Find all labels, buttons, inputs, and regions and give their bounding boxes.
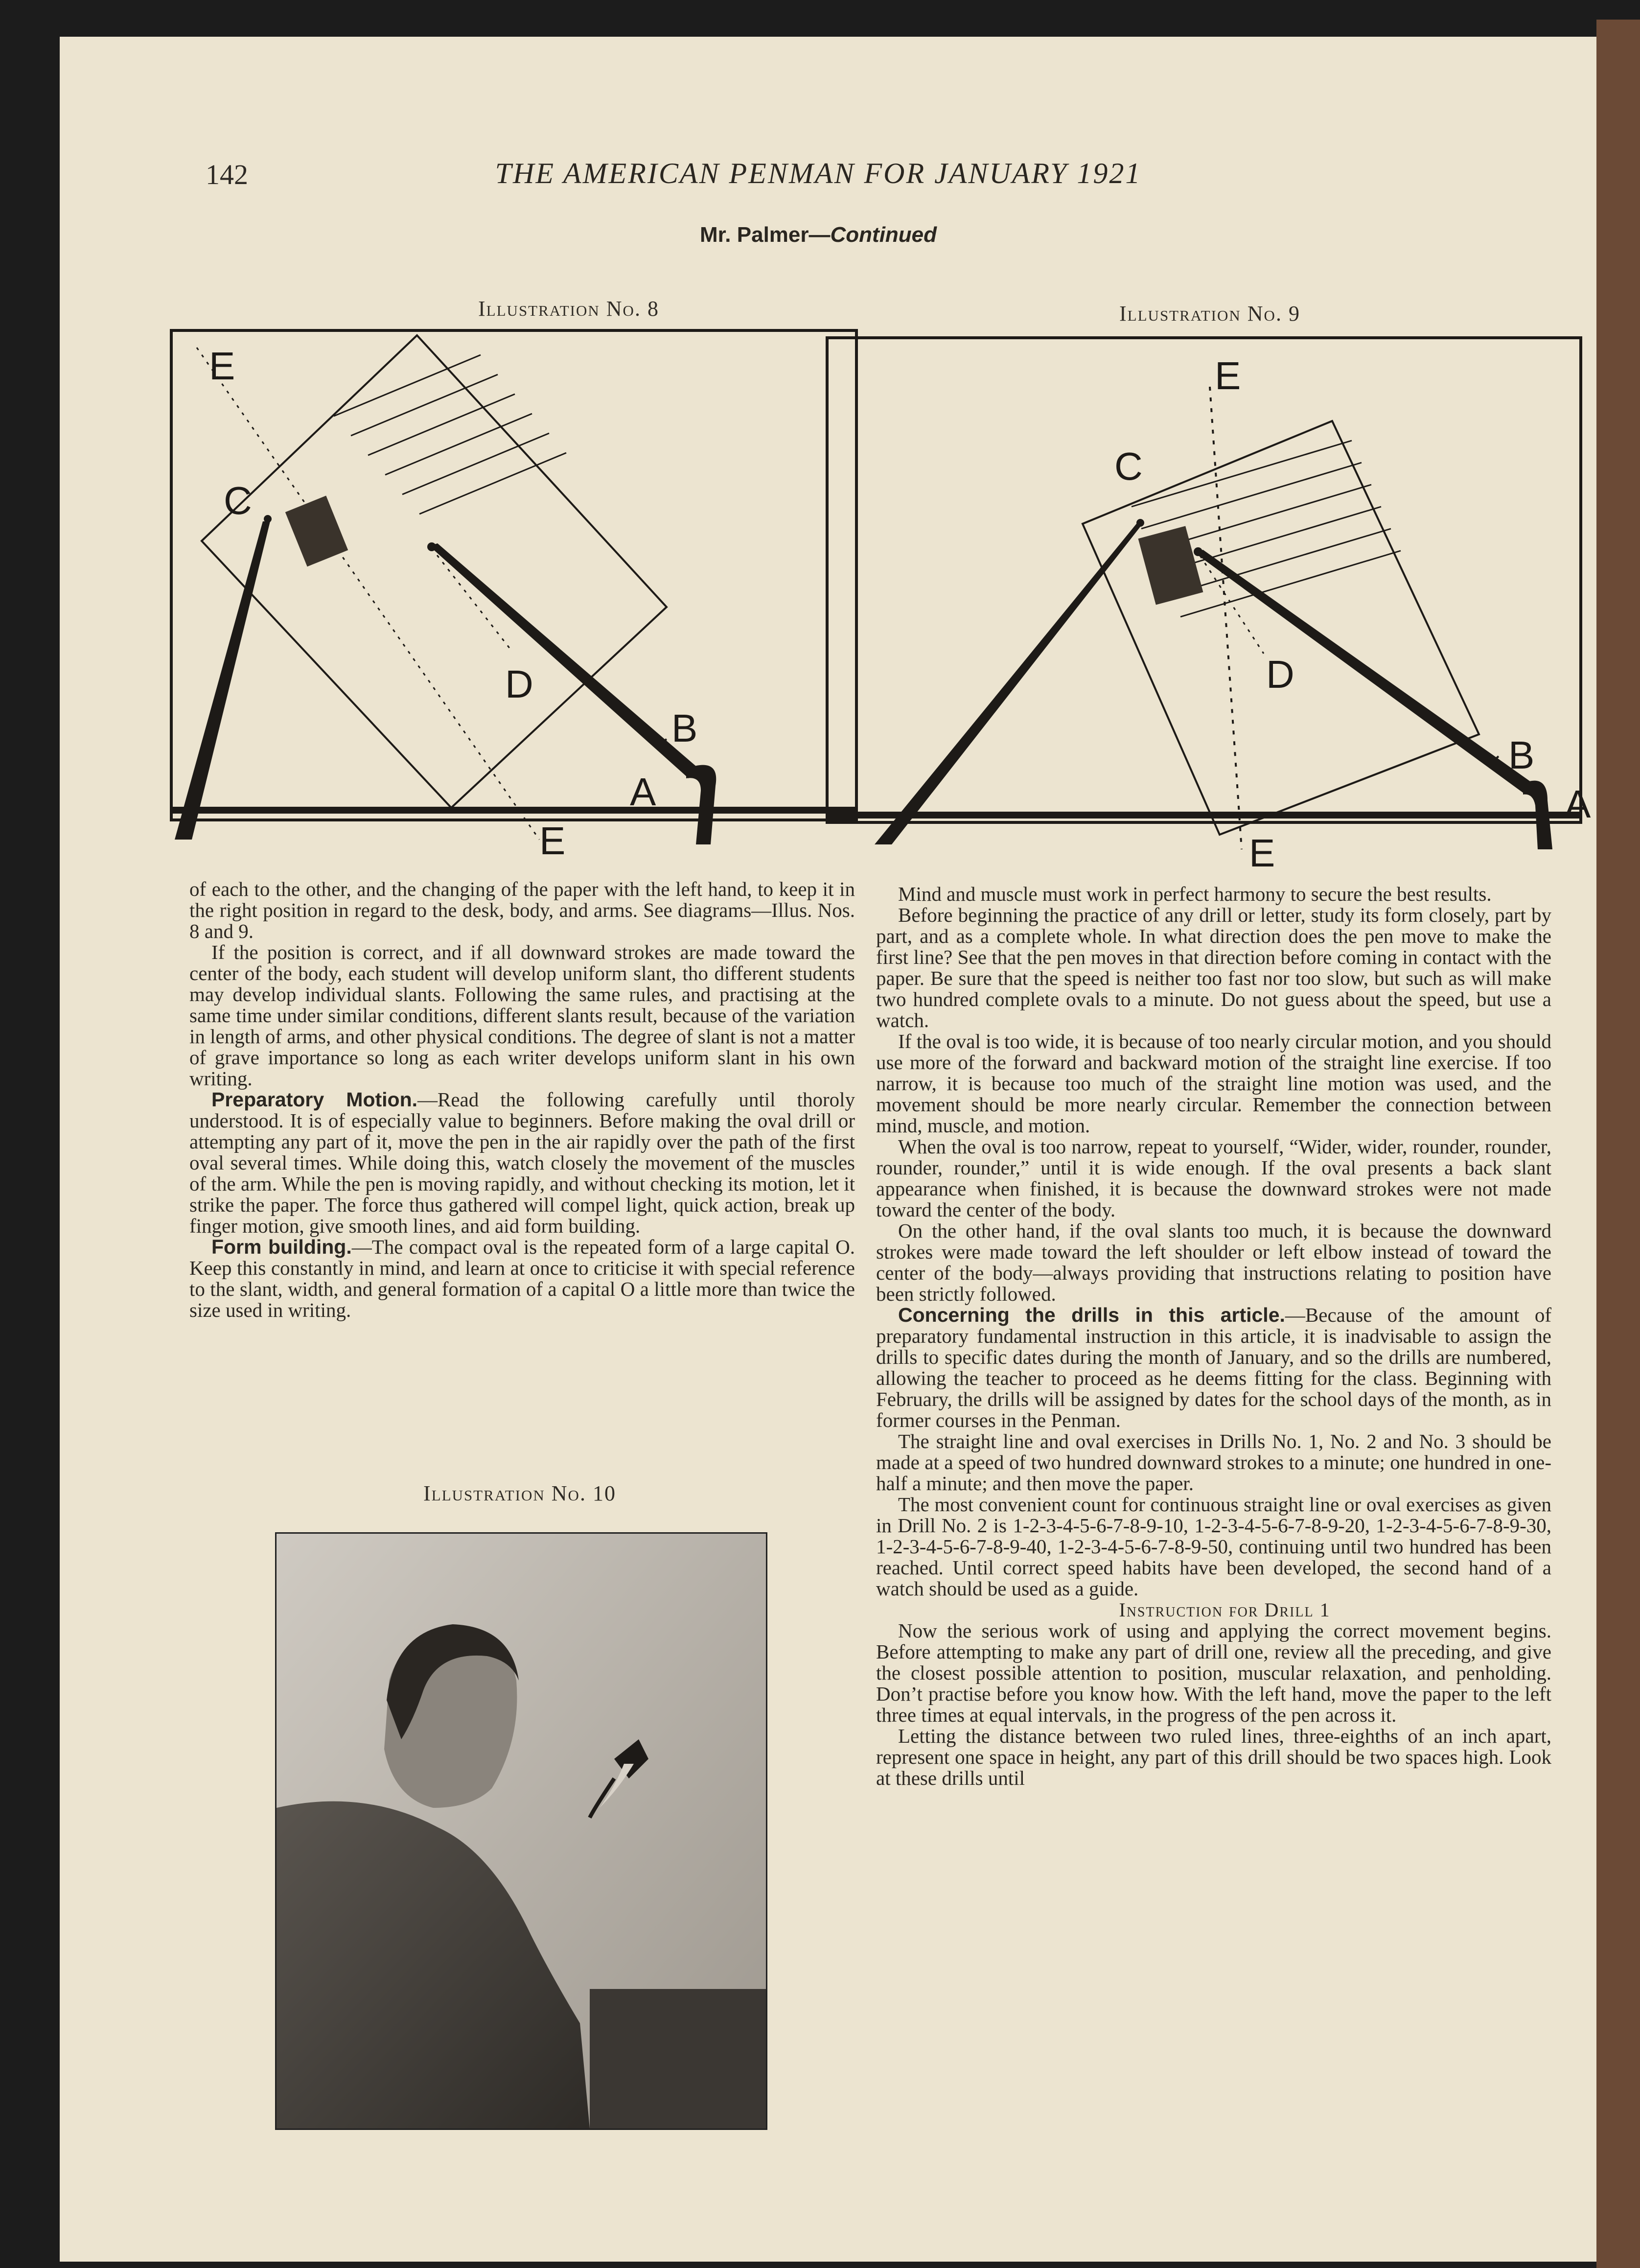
adjacent-page-edge: [1596, 20, 1640, 2268]
right-column: [876, 884, 1551, 1789]
magazine-page: [60, 37, 1596, 2262]
section-heading-drill-1: Instruction for Drill 1: [1119, 1599, 1331, 1621]
label-b: B: [671, 706, 698, 750]
right-paragraph-7: The straight line and oval exercises in Drills No. 1, No. 2 and No. 3 should be made at a speed of two hundred downward strokes to a minute; one hundred in one-half a minute; and then move the paper.: [876, 1430, 1551, 1495]
right-paragraph-5: On the other hand, if the oval slants too much, it is because the downward strokes were made toward the left shoulder or left elbow instead of toward the center of the body—always providing that instructions relating to position have been strictly followed.: [876, 1219, 1551, 1305]
runin-form-building: Form building.: [211, 1236, 352, 1258]
right-paragraph-3: If the oval is too wide, it is because of too nearly circular motion, and you should use more of the forward and backward motion of the straight line exercise. If too narrow, it is because too much of the straight line motion was used, and the movement should be more nearly circular. Remember the connection between mind, muscle, and motion.: [876, 1030, 1551, 1137]
label-e-bottom: E: [539, 819, 566, 863]
label-a: A: [630, 770, 656, 814]
subtitle-continued: Continued: [830, 223, 937, 247]
left-paragraph-4: Form building.—The compact oval is the repeated form of a large capital O. Keep this constantly in mind, and learn at once to criticise it with special reference to the slant, width, and general formation of a capital O a little more than twice the size used in writing.: [189, 1236, 855, 1321]
label-c: C: [224, 479, 252, 522]
label-c: C: [1114, 444, 1143, 488]
left-paragraph-1: of each to the other, and the changing of the paper with the left hand, to keep it in the right position in regard to the desk, body, and arms. See diagrams—Illus. Nos. 8 and 9.: [189, 878, 855, 942]
right-paragraph-1: Mind and muscle must work in perfect harmony to secure the best results.: [898, 883, 1492, 905]
label-b: B: [1508, 733, 1535, 777]
illustration-9-diagram: [823, 330, 1596, 869]
right-paragraph-9: Now the serious work of using and applying the correct movement begins. Before attempting to make any part of drill one, review all the preceding, and give the closest possible attention to position, muscular relaxation, and penholding. Don’t practise before you know how. With the left hand, move the paper to the left three times at equal intervals, in the progress of the pen across it.: [876, 1619, 1551, 1726]
label-d: D: [505, 662, 533, 706]
page-number: 142: [206, 159, 248, 190]
right-paragraph-6: Concerning the drills in this article.—Because of the amount of preparatory fundamental instruction in this article, it is inadvisable to assign the drills to specific dates during the month of January, and so the drills are numbered, allowing the teacher to proceed as he deems fitting for the class. Beginning with February, the drills will be assigned by dates for the school days of the month, as in former courses in the Penman.: [876, 1304, 1552, 1431]
right-paragraph-2: Before beginning the practice of any drill or letter, study its form closely, part by part, and as a complete whole. In what direction does the pen move to make the first line? See that the pen moves in that direction before coming in contact with the paper. Be sure that the speed is neither too fast nor too slow, but such as will make two hundred complete ovals to a minute. Do not guess about the speed, but use a watch.: [876, 904, 1551, 1031]
illustration-10-photo: [275, 1532, 767, 2130]
left-paragraph-3: Preparatory Motion.—Read the following carefully until thoroly understood. It is of especially value to beginners. Before making the oval drill or attempting any part of it, move the pen in the air rapidly over the path of the first oval several times. While doing this, watch closely the movement of the muscles of the arm. While the pen is moving rapidly, and without checking its motion, let it strike the paper. The force thus gathered will compel light, quick action, break up finger motion, give smooth lines, and aid form building.: [189, 1088, 855, 1237]
label-d: D: [1266, 653, 1294, 696]
right-paragraph-4: When the oval is too narrow, repeat to yourself, “Wider, wider, rounder, rounder, rounder, rounder,” until it is wide enough. If the oval presents a back slant appearance when finished, it is because the downward strokes were not made toward the center of the body.: [876, 1135, 1551, 1221]
right-paragraph-10: Letting the distance between two ruled lines, three-eighths of an inch apart, represent one space in height, any part of this drill should be two spaces high. Look at these drills until: [876, 1725, 1551, 1789]
left-column: [189, 879, 855, 1321]
left-paragraph-2: If the position is correct, and if all downward strokes are made toward the center of the body, each student will develop uniform slant, tho different students may develop individual slants. Following the same rules, and practising at the same time under similar conditions, different slants result, because of the variation in length of arms, and other physical conditions. The degree of slant is not a matter of grave importance so long as each writer develops uniform slant in his own writing.: [189, 941, 855, 1090]
label-e-top: E: [209, 344, 235, 388]
subtitle-author: Mr. Palmer—: [699, 223, 831, 247]
runin-preparatory-motion: Preparatory Motion.: [211, 1088, 418, 1111]
runin-concerning-drills: Concerning the drills in this article.: [898, 1304, 1285, 1326]
label-a: A: [1565, 782, 1591, 826]
running-title: THE AMERICAN PENMAN FOR JANUARY 1921: [495, 157, 1142, 189]
illustration-9-caption: Illustration No. 9: [1119, 302, 1300, 326]
illustration-8-diagram: [167, 326, 862, 874]
right-paragraph-8: The most convenient count for continuous straight line or oval exercises as given in Drill No. 2 is 1-2-3-4-5-6-7-8-9-10, 1-2-3-4-5-6-7-8-9-20, 1-2-3-4-5-6-7-8-9-30, 1-2-3-4-5-6-7-8-9-40, 1-2-3-4-5-6-7-8-9-50, continuing until two hundred has been reached. Until correct speed habits have been developed, the second hand of a watch should be used as a guide.: [876, 1493, 1551, 1600]
label-e-top: E: [1215, 354, 1241, 397]
article-subtitle: [500, 223, 1136, 247]
illustration-10-caption: Illustration No. 10: [423, 1481, 616, 1505]
illustration-8-caption: Illustration No. 8: [478, 297, 659, 321]
label-e-bottom: E: [1249, 831, 1275, 869]
